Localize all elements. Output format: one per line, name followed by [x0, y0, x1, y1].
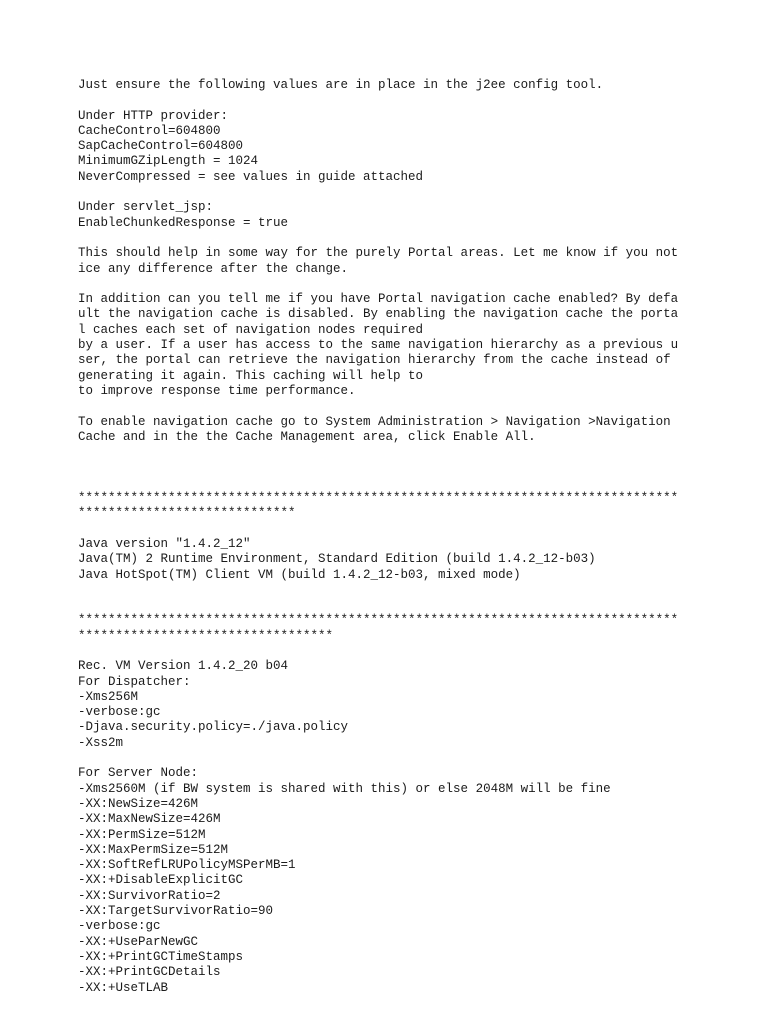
text-line: -XX:PermSize=512M — [78, 827, 206, 842]
text-line: -XX:NewSize=426M — [78, 796, 199, 811]
blank-line — [78, 522, 718, 537]
text-line: CacheControl=604800 — [78, 123, 221, 138]
text-line: ice any difference after the change. — [78, 261, 349, 276]
text-line: Cache and in the the Cache Management area, click Enable All. — [78, 429, 536, 444]
text-line: Rec. VM Version 1.4.2_20 b04 — [78, 659, 289, 674]
text-line: To enable navigation cache go to System Administration > Navigation >Navigation — [78, 414, 671, 429]
text-line: ***************************** — [78, 506, 296, 521]
text-line: -XX:+UseParNewGC — [78, 934, 199, 949]
blank-line — [78, 460, 718, 475]
blank-line — [78, 277, 718, 292]
blank-line — [78, 445, 718, 460]
blank-line — [78, 185, 718, 200]
blank-line — [78, 476, 718, 491]
document-body — [78, 78, 718, 996]
blank-line — [78, 644, 718, 659]
text-line: ******************************************************************************** — [78, 613, 679, 628]
text-line: by a user. If a user has access to the same navigation hierarchy as a previous u — [78, 338, 679, 353]
text-line: MinimumGZipLength = 1024 — [78, 154, 259, 169]
text-line: -Djava.security.policy=./java.policy — [78, 720, 349, 735]
text-line: Under servlet_jsp: — [78, 200, 214, 215]
blank-line — [78, 583, 718, 598]
text-line: -XX:+PrintGCDetails — [78, 965, 221, 980]
text-line: -XX:TargetSurvivorRatio=90 — [78, 904, 274, 919]
text-line: ult the navigation cache is disabled. By enabling the navigation cache the porta — [78, 307, 679, 322]
text-line: l caches each set of navigation nodes required — [78, 322, 424, 337]
text-line: generating it again. This caching will help to — [78, 368, 424, 383]
text-line: Under HTTP provider: — [78, 108, 229, 123]
text-line: -Xms2560M (if BW system is shared with this) or else 2048M will be fine — [78, 781, 611, 796]
text-line: -verbose:gc — [78, 705, 161, 720]
blank-line — [78, 231, 718, 246]
blank-line — [78, 399, 718, 414]
text-line: -XX:SurvivorRatio=2 — [78, 888, 221, 903]
text-line: -XX:MaxNewSize=426M — [78, 812, 221, 827]
document-page — [78, 78, 718, 996]
text-line: -XX:+DisableExplicitGC — [78, 873, 244, 888]
text-line: For Dispatcher: — [78, 674, 191, 689]
text-line: ******************************************************************************** — [78, 491, 679, 506]
text-line: For Server Node: — [78, 766, 199, 781]
text-line: -XX:SoftRefLRUPolicyMSPerMB=1 — [78, 858, 296, 873]
blank-line — [78, 598, 718, 613]
text-line: ser, the portal can retrieve the navigation hierarchy from the cache instead of — [78, 353, 671, 368]
text-line: -XX:MaxPermSize=512M — [78, 842, 229, 857]
text-line: -XX:+PrintGCTimeStamps — [78, 949, 244, 964]
text-line: ********************************** — [78, 628, 334, 643]
text-line: Java(TM) 2 Runtime Environment, Standard Edition (build 1.4.2_12-b03) — [78, 552, 596, 567]
blank-line — [78, 751, 718, 766]
text-line: NeverCompressed = see values in guide attached — [78, 169, 424, 184]
text-line: -Xms256M — [78, 689, 139, 704]
blank-line — [78, 93, 718, 108]
text-line: In addition can you tell me if you have Portal navigation cache enabled? By defa — [78, 292, 679, 307]
text-line: SapCacheControl=604800 — [78, 139, 244, 154]
text-line: -XX:+UseTLAB — [78, 980, 169, 995]
text-line: This should help in some way for the purely Portal areas. Let me know if you not — [78, 246, 679, 261]
text-line: -Xss2m — [78, 735, 124, 750]
text-line: EnableChunkedResponse = true — [78, 215, 289, 230]
text-line: -verbose:gc — [78, 919, 161, 934]
text-line: Just ensure the following values are in place in the j2ee config tool. — [78, 78, 604, 92]
text-line: Java version "1.4.2_12" — [78, 536, 251, 551]
text-line: to improve response time performance. — [78, 383, 356, 398]
text-line: Java HotSpot(TM) Client VM (build 1.4.2_12-b03, mixed mode) — [78, 567, 521, 582]
